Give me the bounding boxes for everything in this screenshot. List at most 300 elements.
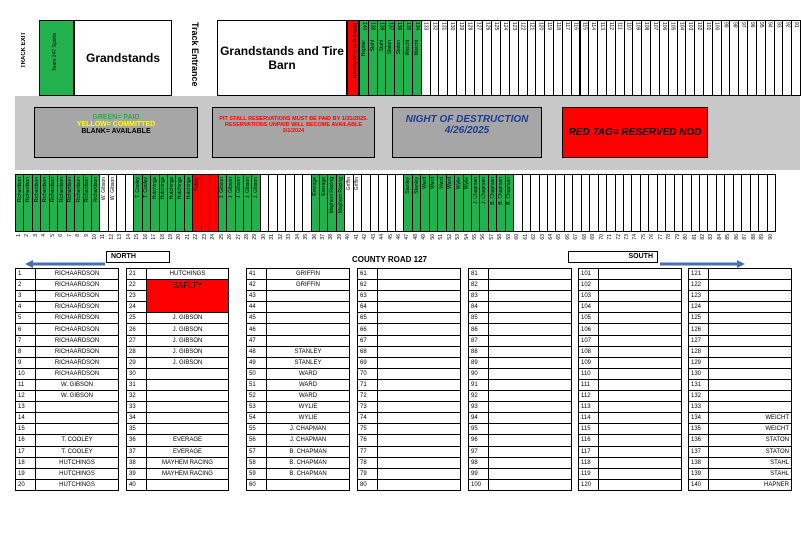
stall-number-cell: 105 [579, 313, 599, 324]
stall-name-cell [489, 280, 572, 291]
stall-number-cell: 113 [579, 402, 599, 413]
top-stall-number: 102 [696, 22, 703, 31]
stall-number-cell: 19 [16, 468, 36, 479]
top-stall-number: 130 [449, 22, 456, 31]
stall-number-cell: 53 [247, 402, 267, 413]
stall-number-cell: 35 [127, 424, 147, 435]
top-stall [791, 20, 801, 96]
stall-name-cell: MAYHEM RACING [147, 468, 229, 479]
stall-number: 9 [83, 234, 90, 237]
top-stall-row [359, 20, 800, 96]
stall-number-cell: 71 [358, 379, 378, 390]
stall-number: 84 [716, 234, 723, 240]
table-row [579, 379, 682, 390]
top-stall-number: 135 [405, 22, 411, 31]
stall-number-cell: 22 [127, 280, 147, 291]
stall-numbers [15, 234, 775, 246]
stall-90 [767, 174, 776, 232]
top-stall-number: 101 [704, 22, 711, 31]
stall-name-cell: WYLIE [267, 413, 350, 424]
top-stall-number: 118 [554, 22, 561, 30]
table-row [689, 402, 792, 413]
stall-table-3 [246, 268, 350, 491]
stall-number: 67 [573, 234, 580, 240]
stall-name-cell [709, 402, 792, 413]
table-row [579, 435, 682, 446]
stall-name-cell [489, 368, 572, 379]
stall-number: 65 [556, 234, 563, 240]
stall-number: 73 [624, 234, 630, 240]
top-stall-number: 91 [793, 22, 800, 28]
table-row [469, 413, 572, 424]
table-row [579, 346, 682, 357]
stall-name: J. Gibson [236, 177, 243, 199]
stall-name: Hutchings [160, 177, 167, 200]
stall-number: 59 [505, 234, 512, 240]
stall-name: Stanley [413, 177, 420, 194]
top-stall-number: 97 [740, 22, 747, 28]
stall-number-cell: 111 [579, 379, 599, 390]
stall-number: 35 [303, 234, 310, 240]
table-row [469, 324, 572, 335]
table-row [579, 324, 682, 335]
table-row [358, 346, 461, 357]
table-row [247, 368, 350, 379]
stall-number: 55 [472, 234, 478, 240]
stall-name-cell [489, 324, 572, 335]
stall-table-6 [578, 268, 682, 491]
table-row [689, 435, 792, 446]
stall-name-cell [489, 424, 572, 435]
stall-name-cell: RICHAARDSON [36, 280, 119, 291]
stall-number-cell: 28 [127, 346, 147, 357]
stall-name-cell: J. GIBSON [147, 324, 229, 335]
stall-name-cell: J. CHAPMAN [267, 435, 350, 446]
stall-name-cell [489, 446, 572, 457]
stall-number: 63 [539, 234, 546, 240]
stall-name-cell: W. GIBSON [36, 391, 119, 402]
stall-number-cell: 45 [247, 313, 267, 324]
stall-name: Hutchings [177, 177, 184, 200]
stall-number: 61 [522, 234, 529, 240]
stall-name-cell: J. GIBSON [147, 313, 229, 324]
stall-name-cell: GRIFFIN [267, 280, 350, 291]
stall-name-cell: RICHAARDSON [36, 269, 119, 280]
table-row [469, 457, 572, 468]
stall-number-cell: 133 [689, 402, 709, 413]
stall-number-cell: 112 [579, 391, 599, 402]
table-row [247, 280, 350, 291]
stall-number-cell: 16 [16, 435, 36, 446]
stall-number: 56 [480, 234, 487, 240]
stall-name-cell [147, 424, 229, 435]
stall-number-cell: 96 [469, 435, 489, 446]
stall-number-cell: 122 [689, 280, 709, 291]
stall-number: 82 [700, 234, 706, 240]
table-row [127, 379, 229, 390]
table-row [689, 302, 792, 313]
stall-name-cell [599, 313, 682, 324]
stall-name-cell: W. GIBSON [36, 379, 119, 390]
table-row [16, 346, 119, 357]
stall-number-cell: 59 [247, 468, 267, 479]
top-stall-number: 109 [634, 22, 641, 31]
stall-number-cell: 135 [689, 424, 709, 435]
table-row [579, 302, 682, 313]
stall-number: 64 [548, 234, 554, 240]
stall-number-cell: 51 [247, 379, 267, 390]
stall-name: Richardson [50, 177, 57, 203]
top-stall-number: 92 [784, 22, 791, 28]
stall-name-cell [267, 335, 350, 346]
stall-number: 38 [328, 234, 335, 240]
stall-number: 32 [277, 234, 284, 240]
stall-number-cell: 88 [469, 346, 489, 357]
stall-number-cell: 69 [358, 357, 378, 368]
table-row [127, 357, 229, 368]
stall-name: B. Chapman [506, 177, 513, 205]
stall-name-cell: B. CHAPMAN [267, 468, 350, 479]
top-stall-number: 111 [616, 22, 623, 30]
stall-name-cell: HUTCHINGS [36, 468, 119, 479]
table-row [358, 357, 461, 368]
stall-name: Richardson [25, 177, 32, 203]
table-row [579, 335, 682, 346]
stall-name-cell [267, 479, 350, 490]
table-row [127, 457, 229, 468]
table-row [469, 269, 572, 280]
top-stall-number: 108 [643, 22, 650, 31]
stall-number: 8 [75, 234, 82, 237]
stall-number-cell: 97 [469, 446, 489, 457]
stall-name-cell: WEICHT [709, 424, 792, 435]
top-stall-number: 121 [528, 22, 535, 31]
table-row [127, 402, 229, 413]
table-row [579, 368, 682, 379]
table-row [247, 346, 350, 357]
table-row [469, 468, 572, 479]
stall-name-cell [489, 291, 572, 302]
stall-number: 17 [151, 234, 158, 240]
event-date: 4/26/2025 [444, 125, 490, 136]
table-row [689, 391, 792, 402]
stall-number-cell: 83 [469, 291, 489, 302]
table-row [127, 479, 229, 490]
table-row [469, 313, 572, 324]
top-stall-number: 116 [572, 22, 579, 30]
top-stall-number: 138 [378, 22, 385, 31]
stall-name-cell [709, 324, 792, 335]
stall-number-cell: 40 [127, 479, 147, 490]
stall-name: J. Gibson [253, 177, 260, 199]
stall-name-cell [599, 357, 682, 368]
stall-name: Ward [430, 177, 437, 189]
stall-number: 60 [514, 234, 521, 240]
stall-name-cell: STAHL [709, 468, 792, 479]
stall-number: 21 [184, 234, 191, 240]
stall-number: 83 [708, 234, 715, 240]
stall-name-cell [489, 457, 572, 468]
stall-name-cell: RICHAARDSON [36, 335, 119, 346]
stall-name-cell: RICHAARDSON [36, 291, 119, 302]
stall-number: 90 [767, 234, 774, 240]
top-stall-number: 133 [422, 22, 429, 31]
stall-name-cell: RICHAARDSON [36, 368, 119, 379]
table-row [247, 402, 350, 413]
stall-name-cell [599, 468, 682, 479]
stall-number-cell: 25 [127, 313, 147, 324]
top-stall-number: 96 [748, 22, 755, 28]
stall-name-cell [709, 291, 792, 302]
top-stall-number: 120 [537, 22, 544, 31]
stall-number: 69 [590, 234, 597, 240]
table-row [127, 346, 229, 357]
stall-number-cell: 108 [579, 346, 599, 357]
stall-number: 79 [674, 234, 681, 240]
stall-name-cell [378, 280, 461, 291]
top-stall-name: Staton [396, 40, 403, 55]
stall-number: 44 [379, 234, 386, 240]
stall-number: 20 [176, 234, 183, 240]
stall-number-cell: 44 [247, 302, 267, 313]
top-stall-number: 99 [722, 22, 729, 28]
stall-number: 31 [269, 234, 276, 240]
stall-number-cell: 57 [247, 446, 267, 457]
stall-number: 4 [41, 234, 48, 237]
table-row [689, 346, 792, 357]
table-row [247, 457, 350, 468]
road-label: COUNTY ROAD 127 [352, 255, 427, 264]
stall-name-cell [709, 280, 792, 291]
stall-number-cell: 23 [127, 291, 147, 302]
table-row [358, 424, 461, 435]
stall-name: Mayhem Racing [329, 177, 336, 214]
stall-name-cell [267, 313, 350, 324]
stall-number-cell: 56 [247, 435, 267, 446]
stall-number-cell: 1 [16, 269, 36, 280]
table-row [127, 302, 229, 313]
table-row [579, 424, 682, 435]
stall-row [15, 174, 775, 232]
table-row [579, 269, 682, 280]
stall-name-cell [378, 457, 461, 468]
stall-name-cell [599, 291, 682, 302]
stall-name: J. Gibson [227, 177, 234, 199]
table-row [16, 335, 119, 346]
stall-name-cell: J. GIBSON [147, 335, 229, 346]
stall-name-cell [709, 379, 792, 390]
grandstands-tire-barn-label: Grandstands and Tire Barn [220, 44, 344, 72]
stall-number-cell: 52 [247, 391, 267, 402]
table-row [689, 313, 792, 324]
table-row [247, 313, 350, 324]
stall-name-cell: STAHL [709, 457, 792, 468]
stall-number: 52 [446, 234, 453, 240]
stall-name-cell [378, 413, 461, 424]
table-row [579, 446, 682, 457]
top-stall-name: Hapner [360, 40, 367, 57]
stall-number: 76 [649, 234, 656, 240]
stall-number: 40 [345, 234, 352, 240]
table-row [689, 424, 792, 435]
top-stall-name: Staton [387, 40, 394, 55]
table-row [689, 280, 792, 291]
stall-number: 46 [396, 234, 402, 240]
table-row [358, 446, 461, 457]
stall-name-cell [489, 313, 572, 324]
stall-name-cell: STANLEY [267, 357, 350, 368]
table-row [127, 269, 229, 280]
stall-name: Ward [447, 177, 454, 189]
stall-number-cell: 36 [127, 435, 147, 446]
stall-name-cell [709, 391, 792, 402]
table-row [358, 335, 461, 346]
stall-number: 29 [252, 234, 259, 240]
stall-number: 10 [92, 234, 98, 240]
south-label-box [568, 251, 658, 263]
stall-name-cell [378, 346, 461, 357]
stall-number-cell: 78 [358, 457, 378, 468]
table-row [127, 291, 229, 302]
stall-name-cell [147, 391, 229, 402]
stall-number-cell: 128 [689, 346, 709, 357]
stall-name-cell [378, 402, 461, 413]
stall-number: 80 [683, 234, 690, 240]
table-row [358, 269, 461, 280]
stall-number-cell: 33 [127, 402, 147, 413]
stall-number-cell: 127 [689, 335, 709, 346]
stall-number-cell: 119 [579, 468, 599, 479]
stall-number-cell: 6 [16, 324, 36, 335]
stall-number: 78 [666, 234, 673, 240]
stall-number: 14 [125, 234, 132, 240]
table-row [579, 457, 682, 468]
stall-number-cell: 43 [247, 291, 267, 302]
table-row [16, 379, 119, 390]
legend-blank: BLANK= AVAILABLE [81, 128, 151, 135]
stall-number-cell: 49 [247, 357, 267, 368]
stall-name-cell: EVERAGE [147, 435, 229, 446]
stall-name-cell [147, 368, 229, 379]
stall-number-cell: 139 [689, 468, 709, 479]
table-row [579, 357, 682, 368]
stall-number: 16 [142, 234, 149, 240]
table-row [358, 413, 461, 424]
table-row [16, 413, 119, 424]
stall-number: 18 [159, 234, 166, 240]
table-row [689, 357, 792, 368]
stall-number-cell: 110 [579, 368, 599, 379]
legend-yellow: YELLOW= COMMITTED [76, 121, 156, 128]
table-row [689, 446, 792, 457]
stall-name: Richardson [67, 177, 74, 203]
top-stall-number: 93 [775, 22, 782, 28]
stall-number: 87 [742, 234, 749, 240]
stall-number-cell: 31 [127, 379, 147, 390]
stall-number-cell: 130 [689, 368, 709, 379]
top-stall-number: 134 [413, 22, 420, 31]
stall-name: Richardson [92, 177, 99, 203]
table-row [16, 424, 119, 435]
stall-number-cell: 109 [579, 357, 599, 368]
stall-name-cell [378, 424, 461, 435]
table-row [16, 324, 119, 335]
table-row [16, 457, 119, 468]
stall-number-cell: 3 [16, 291, 36, 302]
stall-name: W. Gibson [101, 177, 108, 201]
top-stall-name: Weicht [405, 40, 411, 56]
table-row [127, 424, 229, 435]
south-label: SOUTH [628, 253, 653, 260]
stall-number-cell: 131 [689, 379, 709, 390]
stall-number-cell: 60 [247, 479, 267, 490]
stall-number: 33 [286, 234, 293, 240]
stall-number-cell: 50 [247, 368, 267, 379]
top-stall-number: 124 [502, 22, 509, 31]
stall-number: 74 [632, 234, 639, 240]
table-row [689, 468, 792, 479]
stall-number-cell: 118 [579, 457, 599, 468]
stall-number: 58 [497, 234, 504, 240]
stall-table-4 [357, 268, 461, 491]
stall-name-cell: RICHAARDSON [36, 346, 119, 357]
stall-name-cell [489, 413, 572, 424]
stall-name: J. Gibson [219, 177, 226, 199]
table-row [579, 479, 682, 490]
stall-name-cell: SAFLTY [147, 280, 229, 291]
stall-number-cell: 123 [689, 291, 709, 302]
stall-name-cell: WARD [267, 368, 350, 379]
stall-number: 57 [488, 234, 495, 240]
table-row [16, 468, 119, 479]
stall-name-cell: J. CHAPMAN [267, 424, 350, 435]
stall-number-cell: 106 [579, 324, 599, 335]
stall-number-cell: 114 [579, 413, 599, 424]
top-stall-number: 136 [396, 22, 403, 31]
stall-number-cell: 39 [127, 468, 147, 479]
stall-number: 68 [581, 234, 588, 240]
stall-name-cell [489, 479, 572, 490]
stall-number: 45 [387, 234, 394, 240]
table-row [579, 291, 682, 302]
top-stall-number: 106 [660, 22, 667, 31]
north-label: NORTH [111, 253, 136, 260]
stall-name-cell: J. GIBSON [147, 357, 229, 368]
stall-name-cell [267, 291, 350, 302]
stall-number-cell: 129 [689, 357, 709, 368]
stall-number-cell: 136 [689, 435, 709, 446]
table-row [247, 424, 350, 435]
stall-name: Ward [422, 177, 429, 189]
stall-number: 89 [759, 234, 766, 240]
north-arrow-icon [25, 255, 105, 261]
stall-number-cell: 42 [247, 280, 267, 291]
stall-name-cell [378, 479, 461, 490]
stall-number-cell: 104 [579, 302, 599, 313]
stall-name: J. Chapman [481, 177, 488, 204]
table-row [247, 479, 350, 490]
stall-number-cell: 73 [358, 402, 378, 413]
stall-name-cell [599, 368, 682, 379]
stall-name-cell [599, 280, 682, 291]
table-row [127, 313, 229, 324]
stall-name-cell [489, 402, 572, 413]
stall-name-cell [378, 446, 461, 457]
table-row [469, 357, 572, 368]
stall-number-cell: 85 [469, 313, 489, 324]
stall-name-cell [599, 424, 682, 435]
stall-number: 53 [455, 234, 462, 240]
